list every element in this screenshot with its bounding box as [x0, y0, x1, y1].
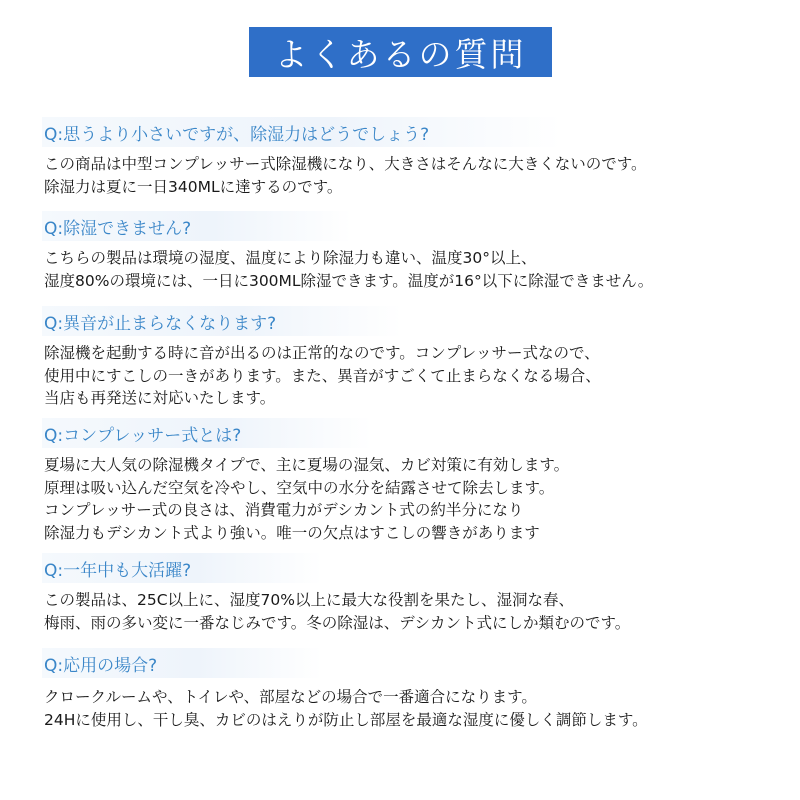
answer-block [42, 686, 782, 731]
answer-line: クロークルームや、トイレや、部屋などの場合で一番適合になります。 [44, 688, 537, 706]
answer-line: この商品は中型コンプレッサー式除湿機になり、大きさはそんなに大きくないのです。 [44, 155, 647, 173]
faq-item [42, 117, 782, 198]
answer-line: 湿度80%の環境には、一日に300ML除湿できます。温度が16°以下に除湿できません。 [44, 271, 654, 290]
page-title: よくあるの質問 [249, 27, 552, 77]
answer-line: こちらの製品は環境の湿度、温度により除湿力も違い、温度30°以上、 [44, 249, 537, 267]
answer-line: 夏場に大人気の除湿機タイプで、主に夏場の湿気、カビ対策に有効します。 [44, 456, 570, 474]
answer-line: 梅雨、雨の多い変に一番なじみです。冬の除湿は、デシカント式にしか類むのです。 [44, 613, 631, 632]
answer-line: この製品は、25C以上に、湿度70%以上に最大な役割を果たし、湿洞な春、 [44, 591, 574, 609]
answer-line: 原理は吸い込んだ空気を冷やし、空気中の水分を結露させて除去します。 [44, 478, 555, 497]
answer-line: 使用中にすこしの一きがあります。また、異音がすごくて止まらなくなる場合、 [44, 366, 601, 385]
faq-item [42, 648, 782, 731]
answer-line: 除湿力は夏に一日340MLに達するのです。 [44, 177, 343, 196]
answer-block [42, 153, 782, 198]
question-text: Q:応用の場合? [44, 656, 158, 676]
question-text: Q:除湿できません? [44, 219, 192, 239]
faq-item [42, 418, 782, 544]
answer-line: 除湿機を起動する時に音が出るのは正常的なのです。コンプレッサー式なので、 [44, 344, 600, 362]
faq-item [42, 306, 782, 410]
answer-line: 当店も再発送に対応いたします。 [44, 389, 276, 407]
question-text: Q:コンプレッサー式とは? [44, 426, 242, 446]
question-text: Q:一年中も大活躍? [44, 561, 192, 581]
answer-line: コンプレッサー式の良さは、消費電力がデシカント式の約半分になり [44, 501, 524, 519]
answer-block [42, 454, 782, 544]
answer-block [42, 342, 782, 410]
faq-item [42, 553, 782, 634]
faq-item [42, 211, 782, 292]
question-text: Q:異音が止まらなくなります? [44, 314, 277, 334]
answer-block [42, 247, 782, 292]
question-text: Q:思うより小さいですが、除湿力はどうでしょう? [44, 125, 430, 145]
answer-line: 除湿力もデシカント式より強い。唯一の欠点はすこしの響きがあります [44, 523, 540, 542]
answer-line: 24Hに使用し、干し臭、カビのはえりが防止し部屋を最適な湿度に優しく調節します。 [44, 710, 648, 729]
answer-block [42, 589, 782, 634]
